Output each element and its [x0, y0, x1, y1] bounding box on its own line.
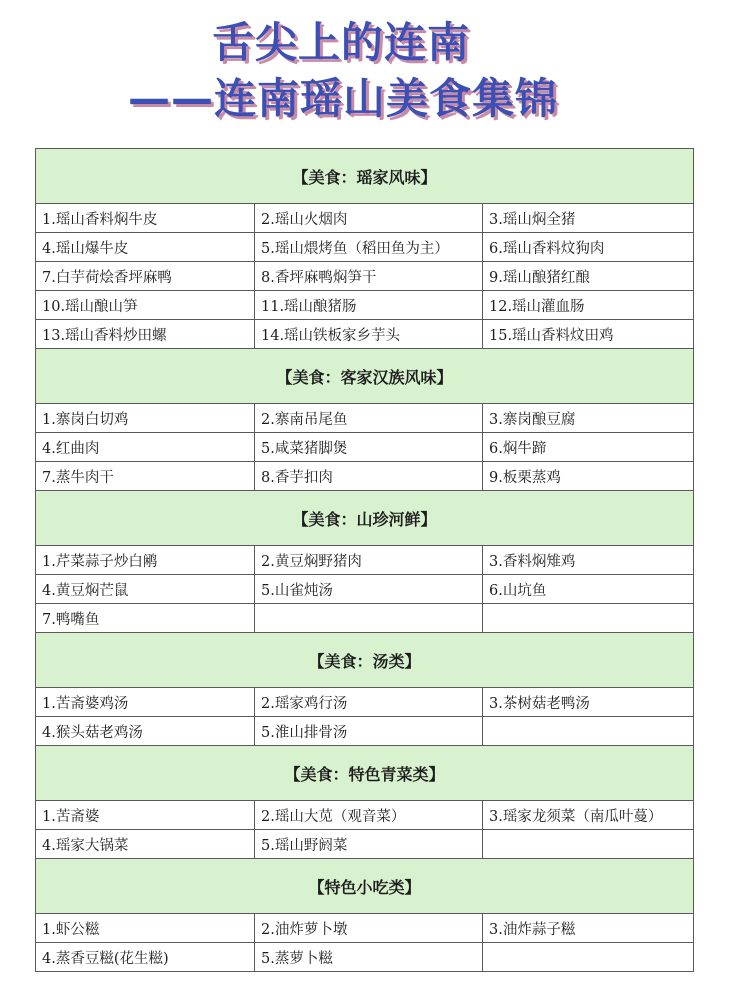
dish-cell: 8.香芋扣肉	[255, 462, 483, 491]
dish-cell: 7.蒸牛肉干	[36, 462, 255, 491]
table-row	[36, 717, 694, 746]
food-table	[35, 148, 694, 972]
table-row	[36, 914, 694, 943]
dish-cell: 4.红曲肉	[36, 433, 255, 462]
section-header: 【美食：山珍河鲜】	[36, 491, 694, 546]
section-header-row	[36, 491, 694, 546]
dish-cell: 8.香坪麻鸭焖笋干	[255, 262, 483, 291]
dish-cell: 4.黄豆焖芒鼠	[36, 575, 255, 604]
section-header: 【特色小吃类】	[36, 859, 694, 914]
dish-cell: 5.瑶山煨烤鱼（稻田鱼为主）	[255, 233, 483, 262]
dish-cell: 1.寨岗白切鸡	[36, 404, 255, 433]
table-row	[36, 546, 694, 575]
table-row	[36, 462, 694, 491]
dish-cell: 7.白芋荷烩香坪麻鸭	[36, 262, 255, 291]
dish-cell: 2.瑶山火烟肉	[255, 204, 483, 233]
dish-cell: 11.瑶山酿猪肠	[255, 291, 483, 320]
dish-cell: 9.板栗蒸鸡	[483, 462, 694, 491]
section-header: 【美食：汤类】	[36, 633, 694, 688]
dish-cell: 1.芹菜蒜子炒白鹇	[36, 546, 255, 575]
dish-cell: 4.瑶家大锅菜	[36, 830, 255, 859]
dish-cell: 1.苦斋婆鸡汤	[36, 688, 255, 717]
table-row	[36, 291, 694, 320]
table-row	[36, 204, 694, 233]
dish-cell: 7.鸭嘴鱼	[36, 604, 255, 633]
dish-cell: 14.瑶山铁板家乡芋头	[255, 320, 483, 349]
dish-cell: 3.香料焖雉鸡	[483, 546, 694, 575]
food-table-body	[36, 149, 694, 972]
dish-cell: 2.寨南吊尾鱼	[255, 404, 483, 433]
dish-cell: 2.瑶山大苋（观音菜）	[255, 801, 483, 830]
dish-cell: 5.淮山排骨汤	[255, 717, 483, 746]
dish-cell: 5.咸菜猪脚煲	[255, 433, 483, 462]
dish-cell: 13.瑶山香料炒田螺	[36, 320, 255, 349]
dish-cell: 5.瑶山野阏菜	[255, 830, 483, 859]
section-header: 【美食：特色青菜类】	[36, 746, 694, 801]
table-row	[36, 688, 694, 717]
dish-cell: 6.瑶山香料炆狗肉	[483, 233, 694, 262]
table-row	[36, 404, 694, 433]
dish-cell: 5.蒸萝卜糍	[255, 943, 483, 972]
dish-cell: 15.瑶山香料炆田鸡	[483, 320, 694, 349]
page-subtitle: ——连南瑶山美食集锦	[128, 74, 559, 123]
table-row	[36, 320, 694, 349]
dish-cell	[255, 604, 483, 633]
dish-cell: 4.蒸香豆糍(花生糍)	[36, 943, 255, 972]
dish-cell: 1.瑶山香料焖牛皮	[36, 204, 255, 233]
section-header-row	[36, 633, 694, 688]
dish-cell	[483, 943, 694, 972]
section-header-row	[36, 746, 694, 801]
table-row	[36, 830, 694, 859]
table-row	[36, 604, 694, 633]
section-header-row	[36, 859, 694, 914]
table-row	[36, 943, 694, 972]
dish-cell: 3.茶树菇老鸭汤	[483, 688, 694, 717]
table-row	[36, 801, 694, 830]
dish-cell	[483, 717, 694, 746]
dish-cell: 3.寨岗酿豆腐	[483, 404, 694, 433]
dish-cell: 6.山坑鱼	[483, 575, 694, 604]
dish-cell: 2.瑶家鸡行汤	[255, 688, 483, 717]
section-header-row	[36, 149, 694, 204]
title-block	[0, 0, 735, 140]
dish-cell	[483, 604, 694, 633]
table-row	[36, 433, 694, 462]
dish-cell: 10.瑶山酿山笋	[36, 291, 255, 320]
dish-cell: 1.苦斋婆	[36, 801, 255, 830]
dish-cell: 5.山雀炖汤	[255, 575, 483, 604]
dish-cell: 3.瑶家龙须菜（南瓜叶蔓）	[483, 801, 694, 830]
table-row	[36, 575, 694, 604]
table-row	[36, 262, 694, 291]
dish-cell: 4.瑶山爆牛皮	[36, 233, 255, 262]
section-header: 【美食：客家汉族风味】	[36, 349, 694, 404]
table-row	[36, 233, 694, 262]
dish-cell: 3.瑶山焖全猪	[483, 204, 694, 233]
dish-cell: 12.瑶山灌血肠	[483, 291, 694, 320]
dish-cell: 6.焖牛蹄	[483, 433, 694, 462]
dish-cell: 3.油炸蒜子糍	[483, 914, 694, 943]
dish-cell: 2.黄豆焖野猪肉	[255, 546, 483, 575]
dish-cell: 1.虾公糍	[36, 914, 255, 943]
page-title: 舌尖上的连南	[212, 18, 471, 67]
section-header-row	[36, 349, 694, 404]
dish-cell	[483, 830, 694, 859]
dish-cell: 4.猴头菇老鸡汤	[36, 717, 255, 746]
dish-cell: 9.瑶山酿猪红酿	[483, 262, 694, 291]
dish-cell: 2.油炸萝卜墩	[255, 914, 483, 943]
section-header: 【美食：瑶家风味】	[36, 149, 694, 204]
